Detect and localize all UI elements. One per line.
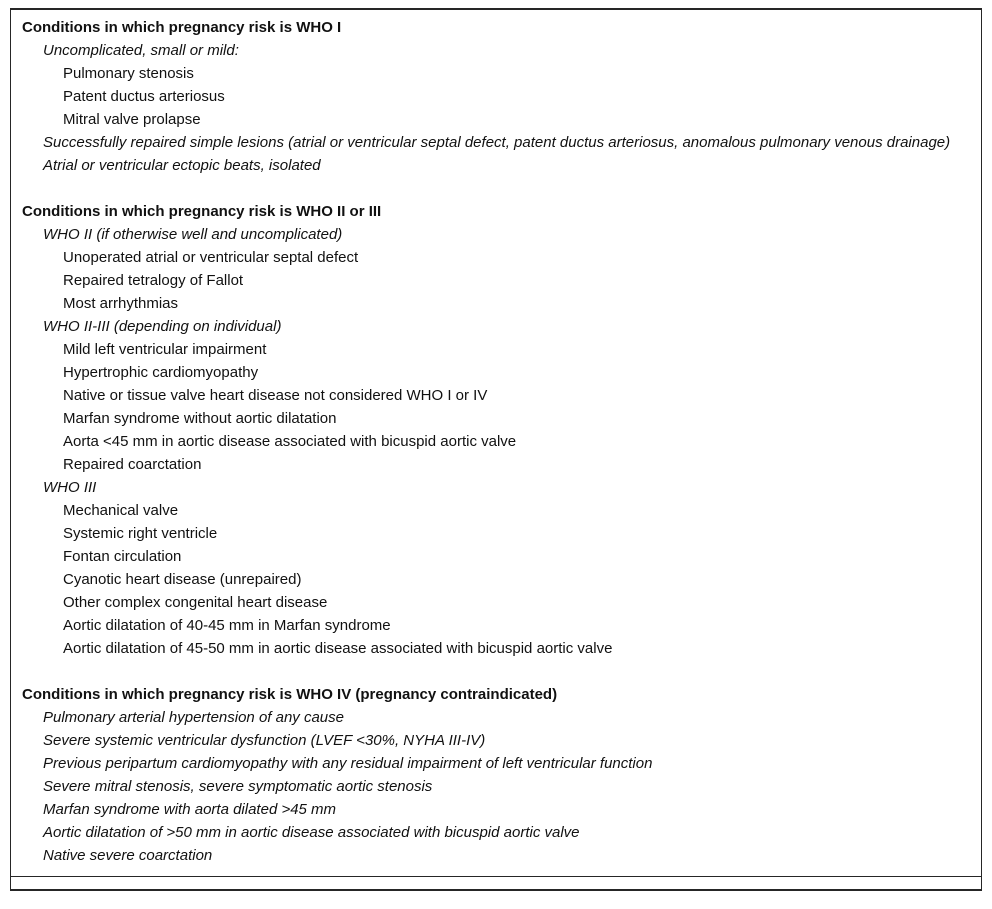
table-row: Most arrhythmias <box>63 295 179 312</box>
table-row: WHO III <box>43 479 97 496</box>
table-row: Uncomplicated, small or mild: <box>43 42 239 59</box>
table-row: Native or tissue valve heart disease not considered WHO I or IV <box>63 387 488 404</box>
table-row: Hypertrophic cardiomyopathy <box>63 364 259 381</box>
page <box>0 8 992 909</box>
table-row: Marfan syndrome with aorta dilated >45 mm <box>43 801 337 818</box>
table-row: Successfully repaired simple lesions (atrial or ventricular septal defect, patent ductus arteriosus, anomalous pulmonary venous drainage) <box>43 134 951 151</box>
section-who-1 <box>22 16 971 177</box>
table-row: Mild left ventricular impairment <box>63 341 267 358</box>
table-row: Other complex congenital heart disease <box>63 594 328 611</box>
table-row: Mechanical valve <box>63 502 179 519</box>
table-row: Cyanotic heart disease (unrepaired) <box>63 571 302 588</box>
table-row: Severe mitral stenosis, severe symptomatic aortic stenosis <box>43 778 433 795</box>
table-row: Aortic dilatation of 40-45 mm in Marfan syndrome <box>63 617 391 634</box>
table-row: Pulmonary arterial hypertension of any cause <box>43 709 344 726</box>
table-row: Native severe coarctation <box>43 847 213 864</box>
table-row: Repaired tetralogy of Fallot <box>63 272 244 289</box>
table-row: Mitral valve prolapse <box>63 111 201 128</box>
section-who-4 <box>22 683 971 867</box>
table-bottom-rule <box>11 876 981 877</box>
table-row: Repaired coarctation <box>63 456 202 473</box>
who-pregnancy-risk-table <box>10 8 982 891</box>
table-row: WHO II (if otherwise well and uncomplicated) <box>43 226 343 243</box>
table-row: Aorta <45 mm in aortic disease associated with bicuspid aortic valve <box>63 433 517 450</box>
table-row: Systemic right ventricle <box>63 525 218 542</box>
table-row: Aortic dilatation of 45-50 mm in aortic disease associated with bicuspid aortic valve <box>63 640 613 657</box>
table-row: Previous peripartum cardiomyopathy with any residual impairment of left ventricular function <box>43 755 653 772</box>
table-content <box>11 10 981 872</box>
table-row: Atrial or ventricular ectopic beats, isolated <box>43 157 321 174</box>
section-heading: Conditions in which pregnancy risk is WHO IV (pregnancy contraindicated) <box>22 686 558 703</box>
table-row: Severe systemic ventricular dysfunction (LVEF <30%, NYHA III-IV) <box>43 732 486 749</box>
section-heading: Conditions in which pregnancy risk is WHO II or III <box>22 203 382 220</box>
table-row: Unoperated atrial or ventricular septal defect <box>63 249 359 266</box>
section-who-2-3 <box>22 200 971 660</box>
table-row: Pulmonary stenosis <box>63 65 194 82</box>
section-heading: Conditions in which pregnancy risk is WHO I <box>22 19 342 36</box>
table-row: Aortic dilatation of >50 mm in aortic disease associated with bicuspid aortic valve <box>43 824 580 841</box>
table-row: Patent ductus arteriosus <box>63 88 225 105</box>
table-row: Fontan circulation <box>63 548 182 565</box>
table-row: WHO II-III (depending on individual) <box>43 318 282 335</box>
table-row: Marfan syndrome without aortic dilatation <box>63 410 337 427</box>
